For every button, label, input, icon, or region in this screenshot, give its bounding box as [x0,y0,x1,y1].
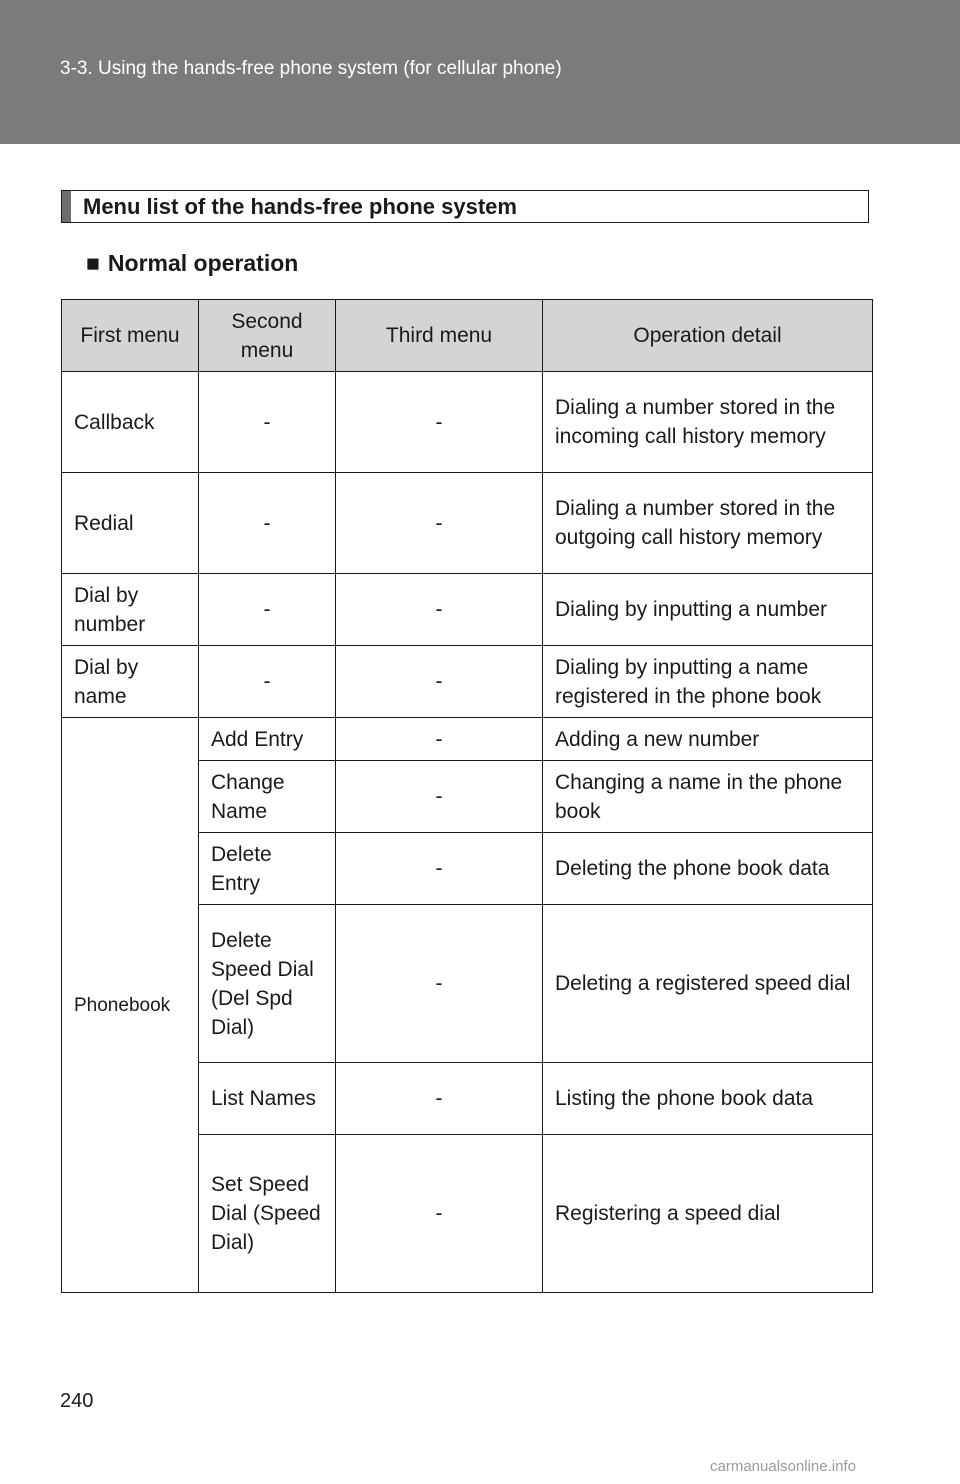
section-title: Menu list of the hands-free phone system [83,194,517,219]
section-title-bar [62,191,71,222]
cell-operation-detail: Dialing a number stored in the incoming call history memory [543,372,873,473]
cell-third-menu: - [336,1063,543,1135]
cell-second-menu: Add Entry [199,718,336,761]
cell-second-menu: Delete Speed Dial (Del Spd Dial) [199,905,336,1063]
cell-third-menu: - [336,718,543,761]
cell-third-menu: - [336,833,543,905]
header-second-menu: Second menu [199,300,336,372]
cell-third-menu: - [336,646,543,718]
menu-table [61,299,873,1293]
table-row [62,473,873,574]
cell-second-menu: Set Speed Dial (Speed Dial) [199,1135,336,1293]
subsection-heading [86,250,298,277]
watermark: carmanualsonline.info [710,1458,856,1475]
cell-operation-detail: Dialing a number stored in the outgoing call history memory [543,473,873,574]
section-title-box [61,190,869,223]
table-row [62,372,873,473]
header-operation-detail: Operation detail [543,300,873,372]
cell-operation-detail: Dialing by inputting a number [543,574,873,646]
cell-third-menu: - [336,372,543,473]
cell-second-menu: - [199,574,336,646]
cell-third-menu: - [336,761,543,833]
square-bullet-icon: ■ [86,250,100,276]
cell-third-menu: - [336,905,543,1063]
page-number: 240 [60,1390,94,1412]
cell-first-menu: Dial by name [62,646,199,718]
cell-third-menu: - [336,574,543,646]
cell-operation-detail: Deleting a registered speed dial [543,905,873,1063]
cell-second-menu: - [199,372,336,473]
cell-second-menu: - [199,473,336,574]
cell-first-menu: Callback [62,372,199,473]
cell-operation-detail: Changing a name in the phone book [543,761,873,833]
table-header-row [62,300,873,372]
header-third-menu: Third menu [336,300,543,372]
cell-second-menu: - [199,646,336,718]
cell-third-menu: - [336,1135,543,1293]
cell-second-menu: List Names [199,1063,336,1135]
cell-third-menu: - [336,473,543,574]
cell-operation-detail: Dialing by inputting a name registered in the phone book [543,646,873,718]
table-row [62,574,873,646]
header-first-menu: First menu [62,300,199,372]
cell-second-menu: Delete Entry [199,833,336,905]
cell-second-menu: Change Name [199,761,336,833]
cell-first-menu: Dial by number [62,574,199,646]
subsection-title: Normal operation [107,250,299,276]
page-header [0,0,960,144]
table-row [62,646,873,718]
cell-operation-detail: Adding a new number [543,718,873,761]
table-row [62,718,873,761]
cell-first-menu: Redial [62,473,199,574]
cell-operation-detail: Deleting the phone book data [543,833,873,905]
cell-operation-detail: Listing the phone book data [543,1063,873,1135]
cell-phonebook: Phonebook [62,718,199,1293]
header-title: 3-3. Using the hands-free phone system (for cellular phone) [60,58,562,79]
cell-operation-detail: Registering a speed dial [543,1135,873,1293]
